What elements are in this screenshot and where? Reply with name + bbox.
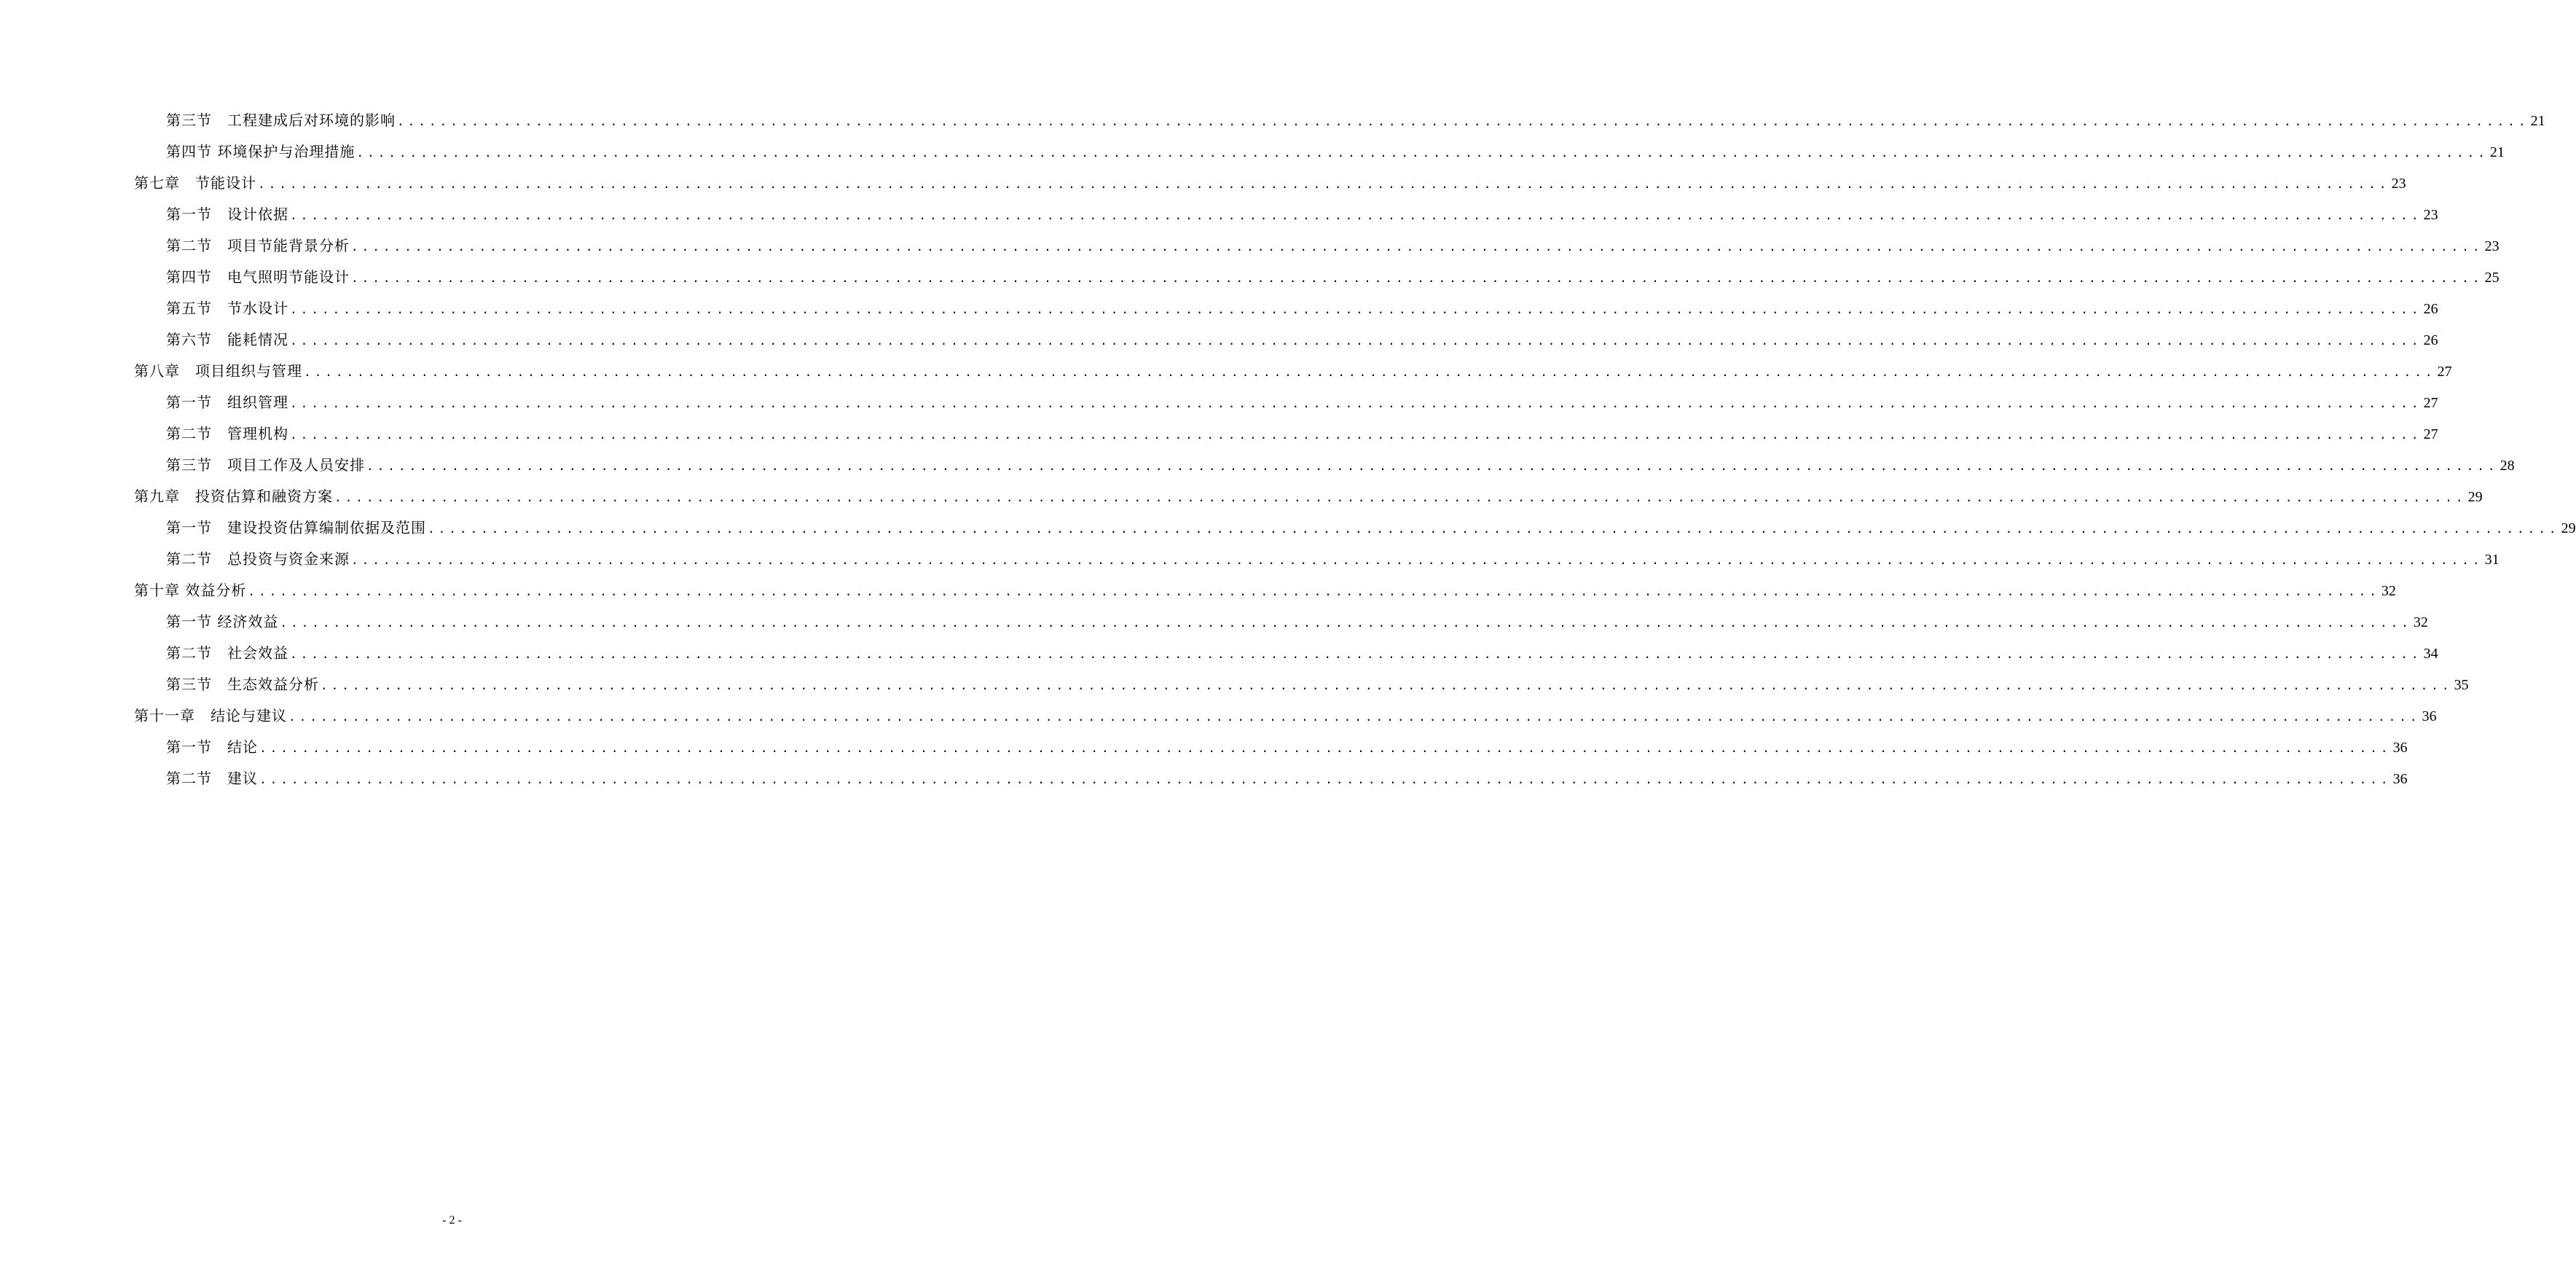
toc-section-entry[interactable] — [134, 418, 2438, 450]
toc-entry-page: 21 — [2489, 144, 2505, 160]
toc-entry-title: 第二节 社会效益 — [166, 644, 288, 662]
toc-entry-page: 25 — [2484, 270, 2500, 286]
toc-entry-page: 36 — [2392, 771, 2408, 787]
toc-entry-title: 第二节 总投资与资金来源 — [166, 550, 350, 568]
toc-dot-leader: ........................................................................................................................................................................................................ — [290, 302, 2422, 316]
toc-entry-title: 第二节 项目节能背景分析 — [166, 237, 350, 254]
toc-entry-title: 第六节 能耗情况 — [166, 331, 288, 348]
toc-entry-page: 26 — [2423, 301, 2438, 317]
table-of-contents — [134, 105, 2576, 794]
toc-section-entry[interactable] — [134, 732, 2408, 763]
toc-entry-page: 35 — [2454, 677, 2469, 693]
toc-dot-leader: ........................................................................................................................................................................................................ — [334, 490, 2467, 504]
toc-entry-title: 第三节 项目工作及人员安排 — [166, 456, 365, 474]
toc-dot-leader: ........................................................................................................................................................................................................ — [290, 647, 2422, 661]
toc-entry-page: 29 — [2561, 520, 2576, 536]
toc-dot-leader: ........................................................................................................................................................................................................ — [290, 428, 2422, 442]
toc-entry-page: 31 — [2484, 552, 2500, 568]
toc-chapter-entry[interactable] — [134, 700, 2437, 732]
toc-entry-page: 32 — [2413, 614, 2428, 630]
toc-entry-title: 第十一章 结论与建议 — [134, 707, 287, 724]
toc-entry-title: 第四节 电气照明节能设计 — [166, 268, 350, 286]
toc-entry-page: 23 — [2391, 176, 2406, 192]
toc-section-entry[interactable] — [134, 669, 2469, 700]
toc-entry-page: 32 — [2381, 583, 2396, 599]
toc-chapter-entry[interactable] — [134, 481, 2483, 512]
toc-entry-title: 第五节 节水设计 — [166, 300, 288, 317]
toc-entry-page: 36 — [2392, 740, 2408, 756]
toc-entry-title: 第一节 建设投资估算编制依据及范围 — [166, 519, 426, 536]
toc-chapter-entry[interactable] — [134, 168, 2406, 199]
toc-chapter-entry[interactable] — [134, 356, 2452, 387]
toc-section-entry[interactable] — [134, 638, 2438, 669]
toc-entry-page: 27 — [2423, 395, 2438, 411]
toc-dot-leader: ........................................................................................................................................................................................................ — [258, 177, 2390, 191]
toc-entry-title: 第三节 生态效益分析 — [166, 676, 319, 693]
toc-section-entry[interactable] — [134, 387, 2438, 418]
toc-section-entry[interactable] — [134, 450, 2515, 481]
toc-entry-title: 第八章 项目组织与管理 — [134, 362, 302, 380]
toc-section-entry[interactable] — [134, 105, 2545, 136]
toc-section-entry[interactable] — [134, 606, 2428, 638]
toc-entry-title: 第一节 经济效益 — [166, 613, 279, 630]
toc-entry-title: 第三节 工程建成后对环境的影响 — [166, 112, 396, 129]
toc-dot-leader: ........................................................................................................................................................................................................ — [321, 678, 2453, 692]
toc-entry-page: 26 — [2423, 332, 2438, 348]
toc-entry-page: 23 — [2484, 238, 2500, 254]
toc-entry-title: 第二节 建议 — [166, 770, 258, 787]
toc-section-entry[interactable] — [134, 763, 2408, 794]
toc-dot-leader: ........................................................................................................................................................................................................ — [351, 271, 2483, 285]
toc-section-entry[interactable] — [134, 230, 2500, 262]
toc-entry-page: 23 — [2423, 207, 2438, 223]
toc-entry-page: 21 — [2530, 113, 2545, 129]
toc-entry-page: 34 — [2423, 646, 2438, 662]
page-number: - 2 - — [442, 1214, 462, 1227]
toc-section-entry[interactable] — [134, 293, 2438, 324]
toc-dot-leader: ........................................................................................................................................................................................................ — [288, 710, 2421, 724]
toc-entry-page: 36 — [2422, 708, 2437, 724]
toc-dot-leader: ........................................................................................................................................................................................................ — [290, 208, 2422, 222]
toc-entry-page: 27 — [2423, 426, 2438, 442]
toc-dot-leader: ........................................................................................................................................................................................................ — [351, 553, 2483, 567]
toc-entry-title: 第一节 组织管理 — [166, 394, 288, 411]
toc-section-entry[interactable] — [134, 136, 2505, 168]
toc-dot-leader: ........................................................................................................................................................................................................ — [290, 334, 2422, 348]
toc-entry-title: 第九章 投资估算和融资方案 — [134, 488, 333, 505]
toc-section-entry[interactable] — [134, 262, 2500, 293]
toc-dot-leader: ........................................................................................................................................................................................................ — [351, 240, 2483, 254]
toc-section-entry[interactable] — [134, 324, 2438, 356]
toc-section-entry[interactable] — [134, 199, 2438, 230]
toc-entry-page: 29 — [2467, 489, 2483, 505]
toc-entry-title: 第十章 效益分析 — [134, 582, 247, 599]
toc-entry-page: 28 — [2500, 458, 2515, 474]
toc-section-entry[interactable] — [134, 544, 2500, 575]
toc-entry-title: 第七章 节能设计 — [134, 174, 256, 192]
toc-dot-leader: ........................................................................................................................................................................................................ — [259, 773, 2392, 786]
toc-chapter-entry[interactable] — [134, 575, 2396, 606]
toc-entry-page: 27 — [2437, 364, 2452, 380]
toc-entry-title: 第一节 结论 — [166, 738, 258, 756]
toc-section-entry[interactable] — [134, 512, 2576, 544]
toc-dot-leader: ........................................................................................................................................................................................................ — [280, 616, 2412, 630]
toc-dot-leader: ........................................................................................................................................................................................................ — [304, 365, 2436, 379]
toc-dot-leader: ........................................................................................................................................................................................................ — [356, 146, 2489, 160]
toc-dot-leader: ........................................................................................................................................................................................................ — [397, 114, 2529, 128]
toc-entry-title: 第二节 管理机构 — [166, 425, 288, 442]
toc-entry-title: 第四节 环境保护与治理措施 — [166, 143, 356, 160]
toc-dot-leader: ........................................................................................................................................................................................................ — [259, 741, 2392, 755]
toc-dot-leader: ........................................................................................................................................................................................................ — [290, 396, 2422, 410]
toc-entry-title: 第一节 设计依据 — [166, 206, 288, 223]
toc-dot-leader: ........................................................................................................................................................................................................ — [428, 522, 2560, 536]
toc-dot-leader: ........................................................................................................................................................................................................ — [366, 459, 2499, 473]
toc-dot-leader: ........................................................................................................................................................................................................ — [248, 584, 2380, 598]
